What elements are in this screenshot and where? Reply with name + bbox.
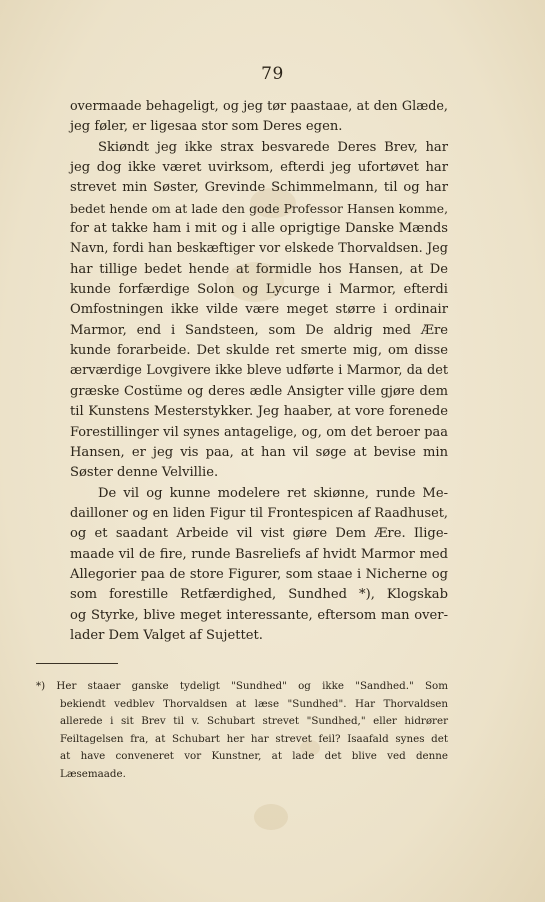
text-line: maade vil de fire, runde Basreliefs af hvidt Marmor med — [70, 546, 448, 562]
text-line: har tillige bedet hende at formidle hos Hansen, at De — [70, 261, 448, 277]
text-line: for at takke ham i mit og i alle oprigtige Danske Mænds — [70, 221, 448, 237]
footnote-line: allerede i sit Brev til v. Schubart strevet "Sundhed," eller hidrører — [60, 715, 448, 728]
text-line: Hansen, er jeg vis paa, at han vil søge at bevise min — [70, 444, 448, 460]
footnote-line: at have conveneret vor Kunstner, at lade det blive ved denne — [60, 750, 448, 763]
text-line: jeg dog ikke været uvirksom, efterdi jeg ufortøvet har — [70, 160, 448, 176]
text-line: Skiøndt jeg ikke strax besvarede Deres Brev, har — [98, 139, 448, 155]
footnote-line: *) Her staaer ganske tydeligt "Sundhed" og ikke "Sandhed." Som — [36, 680, 448, 692]
text-line: kunde forarbeide. Det skulde ret smerte mig, om disse — [70, 343, 448, 359]
text-line: græske Costüme og deres ædle Ansigter ville gjøre dem — [70, 383, 448, 399]
text-line: dailloner og en liden Figur til Frontespicen af Raadhuset, — [70, 505, 448, 521]
footnote — [36, 678, 448, 784]
text-line: til Kunstens Mesterstykker. Jeg haaber, at vore forenede — [70, 404, 448, 420]
text-line: De vil og kunne modelere ret skiønne, runde Me- — [98, 485, 448, 501]
footnote-line: Læsemaade. — [60, 767, 126, 780]
text-line: Søster denne Velvillie. — [70, 465, 219, 481]
footnote-line: bekiendt vedblev Thorvaldsen at læse "Sundhed". Har Thorvaldsen — [60, 697, 448, 710]
footnote-rule — [36, 663, 118, 664]
text-line: lader Dem Valget af Sujettet. — [70, 627, 263, 643]
text-line: jeg føler, er ligesaa stor som Deres egen. — [70, 119, 343, 135]
text-line: som forestille Retfærdighed, Sundhed *), Klogskab — [70, 587, 448, 603]
text-line: Omfostningen ikke vilde være meget større i ordinair — [70, 302, 448, 318]
text-line: kunde forfærdige Solon og Lycurge i Marmor, efterdi — [70, 282, 448, 298]
paragraph — [70, 484, 448, 647]
paper-stain — [254, 804, 288, 830]
text-line: og Styrke, blive meget interessante, eftersom man over- — [70, 607, 448, 623]
text-line: strevet min Søster, Grevinde Schimmelmann, til og har — [70, 180, 448, 196]
text-line: Marmor, end i Sandsteen, som De aldrig med Ære — [70, 322, 448, 338]
text-line: ærværdige Lovgivere ikke bleve udførte i Marmor, da det — [70, 363, 448, 379]
text-line: bedet hende om at lade den gode Professor Hansen komme, — [70, 201, 448, 216]
paragraph — [70, 97, 448, 138]
text-line: Forestillinger vil synes antagelige, og, om det beroer paa — [70, 424, 448, 440]
page-number: 79 — [261, 64, 284, 84]
text-line: overmaade behageligt, og jeg tør paastaae, at den Glæde, — [70, 99, 448, 114]
paragraph — [70, 138, 448, 484]
text-line: Allegorier paa de store Figurer, som staae i Nicherne og — [70, 566, 448, 582]
footnote-line: Feiltagelsen fra, at Schubart her har strevet feil? Isaafald synes det — [60, 732, 448, 745]
text-line: og et saadant Arbeide vil vist giøre Dem Ære. Ilige- — [70, 526, 448, 542]
text-line: Navn, fordi han beskæftiger vor elskede Thorvaldsen. Jeg — [70, 241, 448, 257]
body-text — [70, 97, 448, 646]
